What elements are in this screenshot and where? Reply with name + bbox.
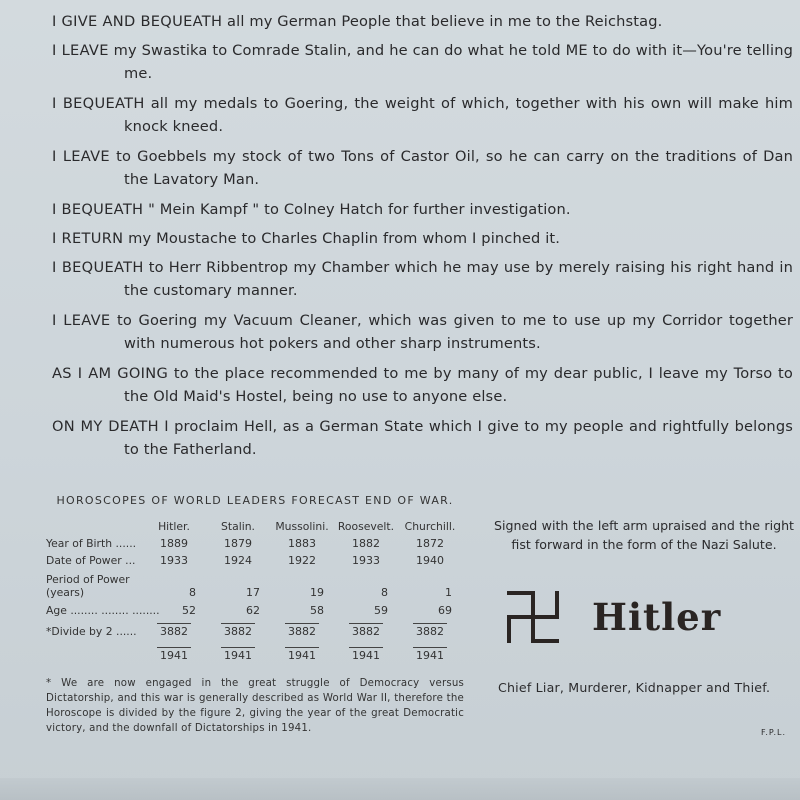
clause-5 (48, 198, 793, 221)
clause-lead: I BEQUEATH (52, 201, 144, 218)
result-cell: 1941 (160, 649, 188, 662)
table-cell: 59 (374, 604, 388, 617)
clause-lead: I RETURN (52, 230, 124, 247)
table-cell: 52 (182, 604, 196, 617)
rule-cell (206, 623, 270, 624)
rule-cell (206, 647, 270, 648)
clause-3 (48, 92, 793, 138)
row-label: Year of Birth ...... (46, 537, 137, 550)
table-cell: 1922 (288, 554, 316, 567)
sum-rule (285, 647, 319, 648)
rule-row (46, 617, 464, 624)
table-row (46, 533, 464, 550)
table-cell: 3882 (288, 625, 316, 638)
rule-cell (334, 647, 398, 648)
row-label: Date of Power ... (46, 554, 136, 567)
clause-text: my Moustache to Charles Chaplin from whom I pinched it. (128, 230, 561, 247)
result-cell: 1941 (416, 649, 444, 662)
clause-lead: I LEAVE (52, 312, 111, 329)
row-label: Period of Power (years) (46, 573, 130, 599)
clause-lead: I BEQUEATH (52, 95, 145, 112)
clause-text: my Swastika to Comrade Stalin, and he can do what he told ME to do with it—You're telling me. (113, 42, 794, 82)
clause-text: " Mein Kampf " to Colney Hatch for further investigation. (148, 201, 571, 218)
signature-section (494, 516, 794, 737)
table-cell: 8 (189, 586, 196, 599)
horoscope-table (46, 517, 464, 662)
leader-name: Hitler. (158, 520, 190, 533)
sum-rule (285, 623, 319, 624)
horoscope-title: HOROSCOPES OF WORLD LEADERS FORECAST END OF WAR. (56, 494, 454, 507)
row-label: *Divide by 2 ...... (46, 625, 137, 638)
sum-rule (349, 623, 383, 624)
sum-rule (157, 647, 191, 648)
table-cell: 58 (310, 604, 324, 617)
sum-rule (413, 647, 447, 648)
table-cell: 1872 (416, 537, 444, 550)
table-cell: 69 (438, 604, 452, 617)
rule-cell (270, 623, 334, 624)
clause-lead: I GIVE AND BEQUEATH (52, 13, 223, 30)
clause-lead: AS I AM GOING (52, 365, 169, 382)
table-cell: 3882 (352, 625, 380, 638)
table-row (46, 624, 464, 638)
leader-name: Roosevelt. (337, 520, 395, 533)
rule-cell (142, 623, 206, 624)
table-cell: 19 (310, 586, 324, 599)
clause-lead: I BEQUEATH (52, 259, 144, 276)
table-cell: 17 (246, 586, 260, 599)
rule-cell (270, 647, 334, 648)
will-clauses (48, 10, 793, 468)
table-cell: 62 (246, 604, 260, 617)
clause-lead: I LEAVE (52, 148, 110, 165)
table-row (46, 567, 464, 599)
table-cell: 1940 (416, 554, 444, 567)
result-cell: 1941 (288, 649, 316, 662)
table-cell: 3882 (224, 625, 252, 638)
horoscope-section (46, 494, 464, 736)
result-cell: 1941 (352, 649, 380, 662)
sum-rule (413, 623, 447, 624)
printer-mark: F.P.L. (761, 728, 786, 737)
clause-8 (48, 309, 793, 355)
clause-text: I proclaim Hell, as a German State which I give to my people and rightfully belongs to the Fatherland. (124, 418, 793, 458)
clause-text: to Goebbels my stock of two Tons of Castor Oil, so he can carry on the traditions of Dan the Lavatory Man. (116, 148, 794, 188)
table-cell: 1883 (288, 537, 316, 550)
rule-cell (334, 623, 398, 624)
clause-lead: ON MY DEATH (52, 418, 159, 435)
leader-name: Churchill. (404, 520, 456, 533)
table-cell: 1889 (160, 537, 188, 550)
table-cell: 8 (381, 586, 388, 599)
result-cell: 1941 (224, 649, 252, 662)
clause-text: all my German People that believe in me to the Reichstag. (227, 13, 663, 30)
horoscope-footnote: * We are now engaged in the great struggle of Democracy versus Dictatorship, and this war is generally described as World War II, therefore the Horoscope is divided by the figure 2, giving the year of the great Democratic victory, and the downfall of Dictatorships in 1941. (46, 678, 464, 734)
rule-cell (398, 647, 462, 648)
leader-name: Stalin. (221, 520, 255, 533)
clause-4 (48, 145, 793, 191)
clause-6 (48, 227, 793, 250)
horoscope-header-row (46, 517, 464, 533)
clause-2 (48, 39, 793, 85)
table-cell: 1924 (224, 554, 252, 567)
clause-7 (48, 256, 793, 302)
sum-rule (221, 647, 255, 648)
paper-edge (0, 778, 800, 800)
signature-title: Chief Liar, Murderer, Kidnapper and Thief. (498, 680, 771, 695)
sum-rule (221, 623, 255, 624)
clause-text: to Herr Ribbentrop my Chamber which he may use by merely raising his right hand in the customary manner. (124, 259, 794, 299)
clause-text: to Goering my Vacuum Cleaner, which was given to me to use up my Corridor together with numerous hot pokers and other sharp instruments. (116, 312, 793, 352)
sum-rule (157, 623, 191, 624)
sum-rule (349, 647, 383, 648)
signature-statement: Signed with the left arm upraised and the right fist forward in the form of the Nazi Salute. (494, 518, 794, 552)
table-cell: 1 (445, 586, 452, 599)
clause-text: all my medals to Goering, the weight of which, together with his own will make him knock kneed. (124, 95, 793, 135)
table-cell: 1933 (160, 554, 188, 567)
swastika-emblem-icon (506, 590, 560, 644)
table-cell: 1882 (352, 537, 380, 550)
clause-text: to the place recommended to me by many of my dear public, I leave my Torso to the Old Maid's Hostel, being no use to anyone else. (124, 365, 793, 405)
table-cell: 1879 (224, 537, 252, 550)
clause-10 (48, 415, 793, 461)
signature-name: Hitler (592, 595, 722, 639)
table-row (46, 599, 464, 617)
clause-1 (48, 10, 793, 33)
table-result-row (46, 648, 464, 662)
rule-row (46, 638, 464, 648)
rule-cell (142, 647, 206, 648)
clause-lead: I LEAVE (52, 42, 109, 59)
leader-name: Mussolini. (275, 520, 329, 533)
row-label: Age ........ ........ ........ (46, 604, 160, 617)
table-cell: 3882 (160, 625, 188, 638)
table-cell: 3882 (416, 625, 444, 638)
table-cell: 1933 (352, 554, 380, 567)
signature-row (506, 590, 794, 644)
table-row (46, 550, 464, 567)
clause-9 (48, 362, 793, 408)
rule-cell (398, 623, 462, 624)
